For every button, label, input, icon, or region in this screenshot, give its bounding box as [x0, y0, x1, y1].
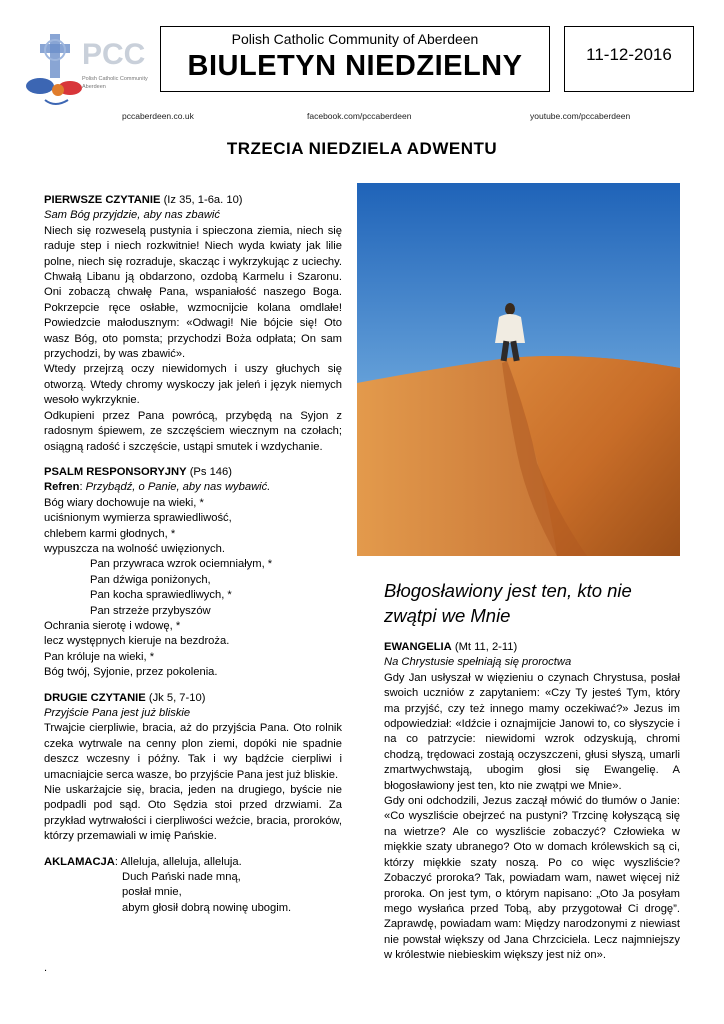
left-column: [44, 193, 342, 916]
reading2-heading: [44, 691, 342, 706]
reading1-subtitle: Sam Bóg przyjdzie, aby nas zbawić: [44, 209, 220, 222]
logo-subtitle-1: Polish Catholic Community: [82, 76, 148, 82]
psalm-line: Pan strzeże przybyszów: [90, 604, 211, 617]
psalm-heading: [44, 465, 342, 480]
gospel-subtitle: Na Chrystusie spełniają się proroctwa: [384, 656, 572, 669]
refrain-label: Refren: [44, 481, 80, 494]
desert-photo: [357, 183, 680, 556]
reading2-paragraph: Trwajcie cierpliwie, bracia, aż do przyjścia Pana. Oto rolnik czeka wytrwale na cenny plon ziemi, dopóki nie spadnie deszcz wczesny i późny. Tak i wy bądźcie cierpliwi i umacniajcie serca wasze, bo przyjście Pana jest już bliskie.: [44, 722, 342, 781]
psalm-line: Pan przywraca wzrok ociemniałym, *: [90, 558, 273, 571]
gospel-paragraph: Gdy oni odchodzili, Jezus zaczął mówić do tłumów o Janie: «Co wyszliście obejrzeć na pustyni? Trzcinę kołyszącą się na wietrze? Ale co wyszliście zobaczyć? Człowieka w miękkie szaty ubranego? Oto w domach królewskich są ci, którzy miękkie szaty noszą. Po co więc wyszliście? Zobaczyć proroka? Tak, powiadam wam, nawet więcej niż proroka. On jest tym, o którym napisano: „Oto Ja posyłam mego wysłańca przed Tobą, aby przygotował Ci drogę”. Zaprawdę, powiadam wam: Między narodzonymi z niewiast nie powstał większy od Jana Chrzciciela. Lecz najmniejszy w królestwie niebieskim większy jest niż on».: [384, 795, 680, 962]
reading1-label: PIERWSZE CZYTANIE: [44, 194, 161, 206]
gospel-quote: Błogosławiony jest ten, kto nie zwątpi we Mnie: [384, 580, 632, 626]
reading1-paragraph: Wtedy przejrzą oczy niewidomych i uszy głuchych się otworzą. Wtedy chromy wyskoczy jak jeleń i język niemych wesoło wykrzyknie.: [44, 363, 342, 407]
psalm-line: Ochrania sierotę i wdowę, *: [44, 619, 181, 632]
gospel-label: EWANGELIA: [384, 641, 452, 653]
gospel-ref: (Mt 11, 2-11): [454, 641, 518, 653]
bulletin-title: BIULETYN NIEDZIELNY: [187, 50, 523, 82]
sunday-title: TRZECIA NIEDZIELA ADWENTU: [226, 139, 498, 158]
psalm-line: lecz występnych kieruje na bezdroża.: [44, 635, 230, 648]
reading1-paragraph: Niech się rozweselą pustynia i spieczona ziemia, niech się raduje step i niech rozkwitnie! Niech wyda kwiaty jak lilie polne, niech się rozraduje, skacząc i wykrzykując z uciechy. Chwałą Libanu ją obdarzono, ozdobą Karmelu i Szaronu. Oni zobaczą chwałę Pana, wspaniałość naszego Boga. Pokrzepcie ręce osłabłe, wzmocnijcie kolana omdlałe! Powiedzcie małodusznym: «Odwagi! Nie bójcie się! Oto wasz Bóg, oto pomsta; przychodzi Boża odpłata; On sam przychodzi, by was zbawić».: [44, 224, 342, 361]
acclamation-alleluia: Alleluja, alleluja, alleluja.: [120, 855, 242, 868]
psalm-line: uciśnionym wymierza sprawiedliwość,: [44, 512, 232, 525]
bulletin-date: 11-12-2016: [586, 45, 672, 64]
reading2-paragraph: Nie uskarżajcie się, bracia, jeden na drugiego, byście nie podpadli pod sąd. Oto Sędzia stoi przed drzwiami. Za przykład wytrwałości i cierpliwości weźcie, bracia, proroków, którzy przemawiali w imię Pańskie.: [44, 784, 342, 843]
reading2-ref: (Jk 5, 7-10): [148, 691, 206, 704]
psalm-ref: (Ps 146): [189, 465, 232, 478]
reading1-ref: (Iz 35, 1-6a. 10): [163, 194, 243, 206]
acclamation-line: posłał mnie,: [122, 886, 182, 899]
refrain-text: Przybądź, o Panie, aby nas wybawić.: [85, 481, 271, 494]
acclamation-first-line: AKLAMACJA: Alleluja, alleluja, alleluja.: [44, 855, 242, 868]
psalm-section: [44, 465, 342, 681]
gospel-heading: [384, 640, 680, 655]
psalm-line: chlebem karmi głodnych, *: [44, 527, 176, 540]
date-box: [564, 26, 694, 92]
acclamation-label: AKLAMACJA: [44, 855, 115, 868]
youtube-link[interactable]: youtube.com/pccaberdeen: [530, 111, 631, 121]
right-column: [384, 640, 680, 964]
psalm-line: Pan kocha sprawiedliwych, *: [90, 589, 232, 602]
acclamation-section: [44, 855, 342, 917]
pcc-logo: [20, 30, 150, 110]
logo-subtitle-2: Aberdeen: [82, 84, 106, 90]
header-box: [160, 26, 550, 92]
psalm-refrain: Refren: Przybądź, o Panie, aby nas wybawić.: [44, 481, 271, 494]
footer-dot: .: [44, 962, 48, 974]
reading2-label: DRUGIE CZYTANIE: [44, 691, 146, 704]
reading2-subtitle: Przyjście Pana jest już bliskie: [44, 707, 191, 719]
psalm-line: Bóg wiary dochowuje na wieki, *: [44, 496, 204, 509]
psalm-line: Pan króluje na wieki, *: [44, 650, 155, 663]
organization-name: Polish Catholic Community of Aberdeen: [231, 31, 479, 47]
psalm-line: wypuszcza na wolność uwięzionych.: [44, 542, 225, 555]
acclamation-line: Duch Pański nade mną,: [122, 871, 241, 884]
psalm-label: PSALM RESPONSORYJNY: [44, 465, 187, 478]
psalm-line: Pan dźwiga poniżonych,: [90, 573, 211, 586]
reading2-section: [44, 691, 342, 845]
gospel-paragraph: Gdy Jan usłyszał w więzieniu o czynach Chrystusa, posłał swoich uczniów z zapytaniem: «Czy Ty jesteś Tym, który ma przyjść, czy też innego mamy oczekiwać?» Jezus im odpowiedział: «Idźcie i oznajmijcie Janowi to, co słyszycie i na co patrzycie: niewidomi wzrok odzyskują, chromi chodzą, trędowaci zostają oczyszczeni, głusi słyszą, umarli zmartwychwstają, ubogim głosi się Ewangelię. A błogosławiony jest ten, kto nie zwątpi we Mnie».: [384, 671, 680, 792]
reading1-heading: [44, 193, 342, 208]
psalm-line: Bóg twój, Syjonie, przez pokolenia.: [44, 666, 218, 679]
acclamation-line: abym głosił dobrą nowinę ubogim.: [122, 901, 292, 914]
website-link[interactable]: pccaberdeen.co.uk: [122, 111, 194, 121]
reading1-paragraph: Odkupieni przez Pana powrócą, przybędą na Syjon z radosnym śpiewem, ze szczęściem wiecznym na czołach; osiągną radość i szczęście, ustąpi smutek i wzdychanie.: [44, 409, 342, 453]
logo-text: PCC: [82, 38, 146, 71]
facebook-link[interactable]: facebook.com/pccaberdeen: [307, 111, 412, 121]
